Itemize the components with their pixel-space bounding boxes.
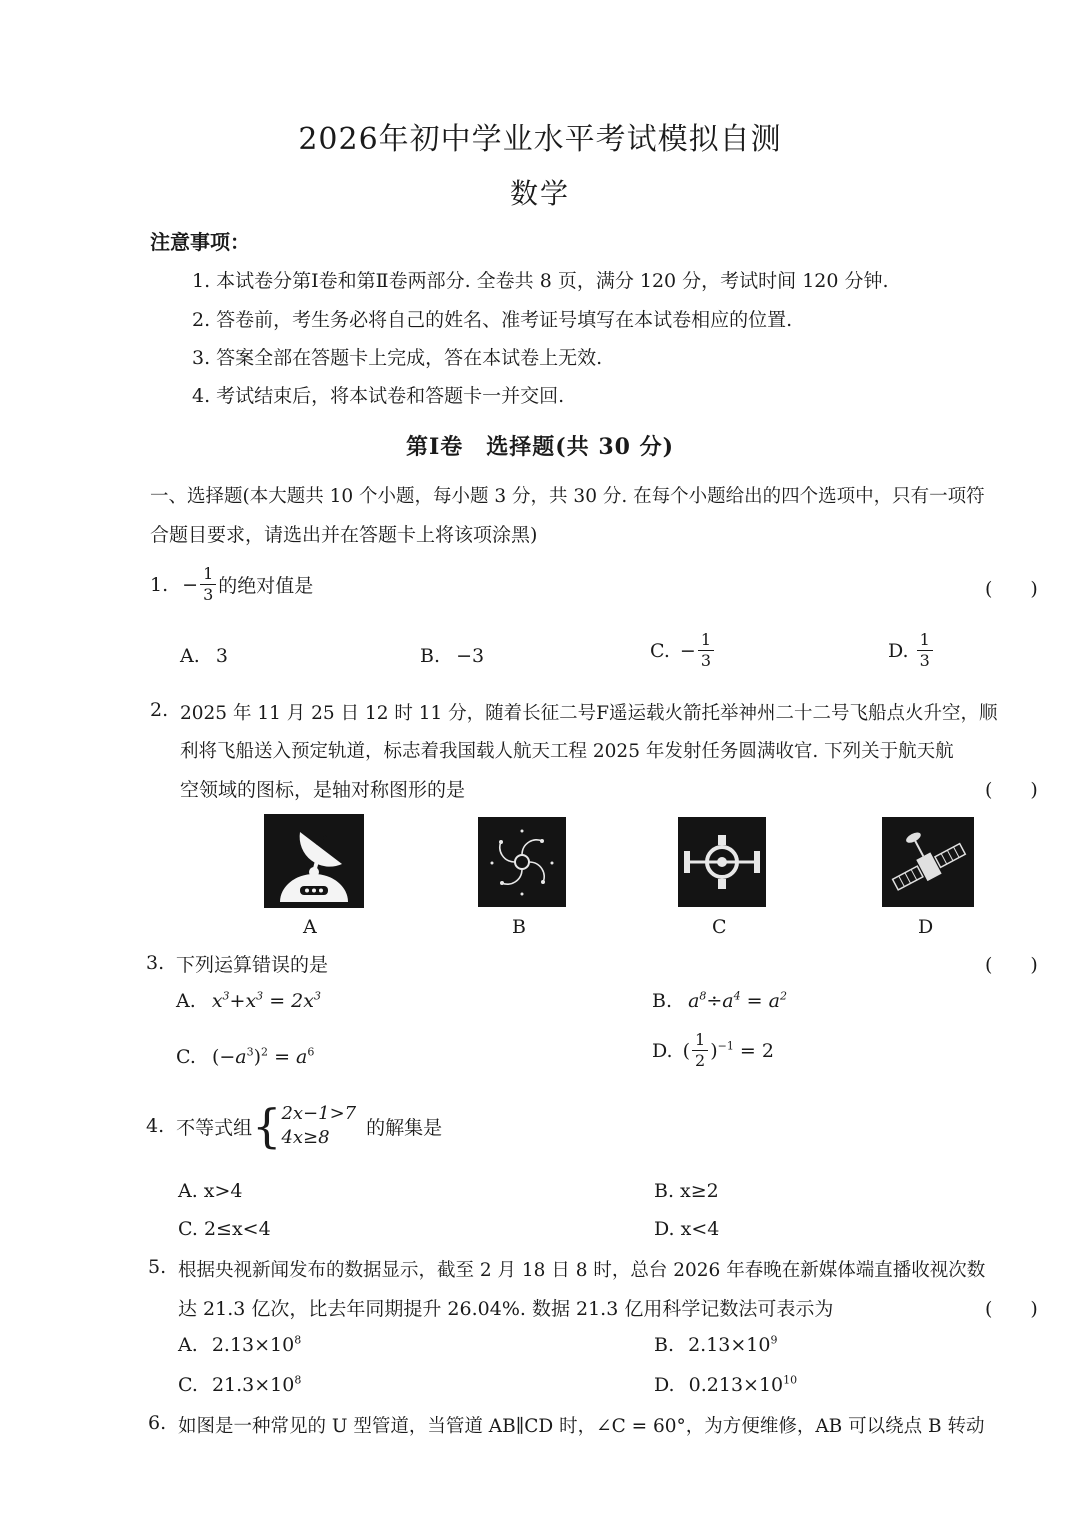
option-label: C. (178, 1374, 198, 1396)
option-d: D. x<4 (654, 1218, 720, 1240)
expression: $x^3+x^3 = 2x^3$ (211, 989, 321, 1012)
section-title: 第Ⅰ卷 选择题(共 30 分) (405, 434, 675, 460)
fraction (692, 1032, 708, 1069)
icon-label: B (512, 916, 526, 938)
option-label: A. (178, 1334, 198, 1356)
question-1 (150, 566, 313, 603)
option-label: A. (176, 990, 196, 1012)
fraction-denominator: 3 (919, 651, 930, 670)
option-label: A. (180, 645, 200, 667)
answer-parentheses: ( ) (985, 779, 1038, 801)
expression: $(-a^3)^2 = a^6$ (211, 1045, 315, 1068)
question-number: 1. (150, 573, 169, 596)
fraction-denominator: 2 (695, 1051, 706, 1070)
question-number: 2. (150, 699, 169, 721)
brace: { (252, 1099, 282, 1154)
question-4 (146, 1099, 443, 1154)
notice-item: 3. 答案全部在答题卡上完成，答在本试卷上无效. (192, 347, 603, 369)
inequality-1: 2x−1>7 (281, 1103, 357, 1124)
answer-parentheses: ( ) (985, 954, 1038, 976)
option-c (176, 1046, 314, 1068)
option-c (178, 1374, 301, 1396)
option-label: C. (176, 1046, 196, 1068)
option-value: −3 (456, 645, 485, 667)
option-b: B. x≥2 (654, 1180, 719, 1202)
fraction (698, 632, 714, 669)
icon-label: A (303, 916, 317, 938)
exponent: 8 (294, 1333, 302, 1347)
exam-title: 2026年初中学业水平考试模拟自测 (298, 122, 782, 157)
fraction-numerator: 1 (200, 566, 216, 585)
question-6-text: 如图是一种常见的 U 型管道，当管道 AB∥CD 时，∠C = 60°，为方便维修，AB 可以绕点 B 转动 (178, 1416, 985, 1437)
notice-heading: 注意事项： (150, 230, 250, 254)
expression: )$^{-1}$ = 2 (710, 1039, 774, 1062)
option-label: C. (650, 639, 670, 662)
exponent: 8 (294, 1373, 302, 1387)
fraction-numerator: 1 (692, 1032, 708, 1051)
fraction (200, 566, 216, 603)
question-2-line1: 2025 年 11 月 25 日 12 时 11 分，随着长征二号F遥运载火箭托举神州二十二号飞船点火升空，顺 (180, 703, 998, 724)
minus-sign: − (679, 639, 696, 662)
icon-label: D (918, 916, 934, 938)
notice-item: 1. 本试卷分第Ⅰ卷和第Ⅱ卷两部分. 全卷共 8 页，满分 120 分，考试时间 120 分钟. (192, 270, 889, 292)
option-label: B. (654, 1334, 675, 1356)
question-number: 3. (146, 952, 165, 974)
option-value: 3 (215, 645, 228, 667)
fraction-denominator: 3 (700, 651, 712, 670)
icon-label: C (712, 916, 727, 938)
fraction (917, 632, 933, 669)
option-value: 2.13×10 (688, 1334, 771, 1356)
question-text: 不等式组 (176, 1116, 253, 1139)
answer-parentheses: ( ) (985, 578, 1038, 600)
option-d (654, 1374, 797, 1396)
inequality-2: 4x≥8 (281, 1127, 330, 1149)
space-station-icon (678, 817, 766, 907)
question-2-line3: 空领域的图标，是轴对称图形的是 (180, 779, 466, 801)
notice-item: 4. 考试结束后，将本试卷和答题卡一并交回. (192, 385, 565, 407)
satellite-dish-icon (264, 814, 364, 908)
question-2-line2: 利将飞船送入预定轨道，标志着我国载人航天工程 2025 年发射任务圆满收官. 下列关于航天航 (180, 741, 954, 762)
notice-item: 2. 答卷前，考生务必将自己的姓名、准考证号填写在本试卷相应的位置. (192, 309, 793, 331)
option-value: 21.3×10 (211, 1374, 295, 1396)
satellite-icon (882, 817, 974, 907)
option-c: C. 2≤x<4 (178, 1218, 271, 1240)
option-b (654, 1334, 777, 1356)
option-b (652, 990, 787, 1012)
fraction-numerator: 1 (698, 632, 714, 651)
minus-sign: − (182, 573, 199, 596)
option-a (180, 645, 228, 667)
option-label: D. (652, 1039, 673, 1062)
question-text: 的解集是 (366, 1116, 443, 1139)
exponent: 10 (783, 1373, 798, 1387)
section-intro-line1: 一、选择题(本大题共 10 个小题，每小题 3 分，共 30 分. 在每个小题给出的四个选项中，只有一项符 (150, 486, 985, 507)
question-3-text: 下列运算错误的是 (176, 954, 329, 976)
option-value: 0.213×10 (688, 1374, 784, 1396)
paren-open: ( (682, 1039, 691, 1062)
inequality-system (281, 1102, 356, 1151)
section-intro-line2: 合题目要求，请选出并在答题卡上将该项涂黑) (150, 524, 538, 546)
orbit-swirl-icon (478, 817, 566, 907)
question-5-line1: 根据央视新闻发布的数据显示，截至 2 月 18 日 8 时，总台 2026 年春晚在新媒体端直播收视次数 (178, 1260, 986, 1281)
option-value: 2.13×10 (211, 1334, 295, 1356)
option-a (176, 990, 321, 1012)
fraction-denominator: 3 (203, 585, 214, 604)
option-d (888, 632, 935, 669)
subject-title: 数学 (509, 177, 570, 210)
exponent: 9 (770, 1333, 778, 1347)
question-number: 6. (148, 1412, 167, 1434)
option-label: D. (654, 1374, 675, 1396)
option-c (650, 632, 716, 669)
question-number: 5. (148, 1256, 167, 1278)
question-5-line2: 达 21.3 亿次，比去年同期提升 26.04%. 数据 21.3 亿用科学记数法可表示为 (178, 1298, 834, 1320)
answer-parentheses: ( ) (985, 1298, 1038, 1320)
option-label: B. (420, 645, 441, 667)
expression: $a^8\div a^4 = a^2$ (688, 989, 787, 1012)
option-b (420, 645, 484, 667)
option-a (178, 1334, 301, 1356)
fraction-numerator: 1 (917, 632, 933, 651)
question-text: 的绝对值是 (218, 575, 314, 597)
option-label: B. (652, 990, 673, 1012)
option-d (652, 1032, 774, 1069)
option-a: A. x>4 (178, 1180, 243, 1202)
question-number: 4. (146, 1115, 165, 1138)
option-label: D. (888, 639, 909, 662)
